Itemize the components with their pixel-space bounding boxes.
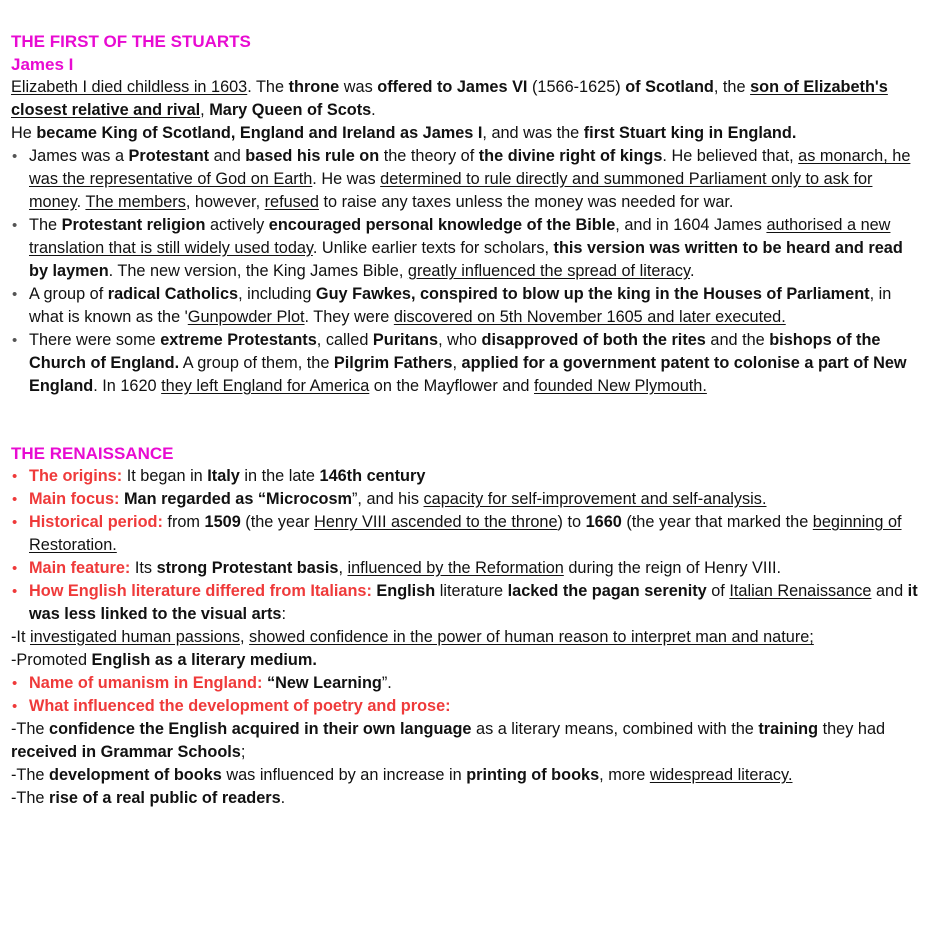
text-span: (the year <box>240 513 315 531</box>
text-span: -The <box>11 789 50 807</box>
text-span: 1509 <box>204 513 241 531</box>
text-span: was <box>339 78 378 96</box>
text-span: . The <box>247 78 289 96</box>
text-span: Its <box>130 559 157 577</box>
text-span: “New Learning <box>266 674 382 692</box>
list-item <box>11 214 918 283</box>
bullet-label: Main feature: <box>29 559 131 577</box>
text-span: English <box>376 582 436 600</box>
text-span: discovered on 5th November 1605 and later executed. <box>393 308 786 326</box>
text-span: The <box>29 216 62 234</box>
text-span: during the reign of Henry VIII. <box>563 559 782 577</box>
text-span: training <box>758 720 819 738</box>
text-span: to raise any taxes unless the money was needed for war. <box>318 193 734 211</box>
dash-line <box>11 764 918 787</box>
text-span: greatly influenced the spread of literacy <box>407 262 690 280</box>
text-span: from <box>162 513 205 531</box>
text-span: There were some <box>29 331 161 349</box>
text-span: 146th century <box>319 467 426 485</box>
text-span: Protestant <box>128 147 210 165</box>
text-span: they had <box>818 720 886 738</box>
text-span: Henry VIII ascended to the throne <box>314 513 558 531</box>
text-span: Italian Renaissance <box>729 582 872 600</box>
text-span: , called <box>316 331 373 349</box>
list-item <box>11 580 918 626</box>
list-item <box>11 329 918 398</box>
text-span: , including <box>238 285 316 303</box>
stuarts-intro-paragraph <box>11 76 918 122</box>
text-span: in the late <box>239 467 320 485</box>
text-span: was influenced by an increase in <box>221 766 467 784</box>
text-span: actively <box>205 216 269 234</box>
text-span: of Scotland <box>625 78 714 96</box>
text-span: it was less linked to the visual arts <box>29 582 918 623</box>
text-span: A group of them, the <box>179 354 334 372</box>
text-span: as a literary means, combined with the <box>471 720 759 738</box>
text-span: . They were <box>304 308 394 326</box>
bullet-label: Name of umanism in England: <box>29 674 263 692</box>
text-span: became King of Scotland, England and Ireland as James I <box>36 124 483 142</box>
text-span: founded New Plymouth. <box>534 377 707 395</box>
text-span: . He believed that, <box>662 147 799 165</box>
text-span: authorised a new translation that is still widely used today <box>29 216 891 257</box>
text-span: capacity for self-improvement and self-analysis. <box>423 490 767 508</box>
text-span: influenced by the Reformation <box>347 559 564 577</box>
text-span: received in Grammar Schools <box>11 743 241 761</box>
text-span: , the <box>713 78 751 96</box>
text-span: and <box>209 147 246 165</box>
text-span: they left England for America <box>161 377 370 395</box>
text-span: based his rule on <box>245 147 380 165</box>
text-span: applied for a government patent to colonise a part of New England <box>29 354 907 395</box>
text-span: . He was <box>312 170 381 188</box>
stuarts-bullet-list <box>11 145 918 398</box>
text-span: literature <box>435 582 508 600</box>
text-span: Gunpowder Plot <box>187 308 305 326</box>
text-span: , who <box>438 331 482 349</box>
text-span: disapproved of both the rites <box>481 331 706 349</box>
list-item <box>11 511 918 557</box>
text-span: . Unlike earlier texts for scholars, <box>312 239 554 257</box>
text-span: ; <box>240 743 246 761</box>
text-span: 1660 <box>585 513 622 531</box>
text-span: encouraged personal knowledge of the Bible <box>268 216 616 234</box>
text-span: English as a literary medium. <box>91 651 317 669</box>
text-span: (1566-1625) <box>527 78 626 96</box>
text-span: . <box>689 262 695 280</box>
list-item <box>11 488 918 511</box>
list-item <box>11 283 918 329</box>
text-span: , <box>200 101 210 119</box>
text-span: offered to James VI <box>377 78 528 96</box>
text-span: printing of books <box>466 766 600 784</box>
text-span: . <box>371 101 376 119</box>
text-span: extreme Protestants <box>160 331 317 349</box>
dash-line <box>11 718 918 764</box>
bullet-label: How English literature differed from Italians: <box>29 582 372 600</box>
list-item <box>11 145 918 214</box>
text-span: James was a <box>29 147 129 165</box>
text-span: and <box>871 582 908 600</box>
section-title-renaissance: THE RENAISSANCE <box>11 444 174 463</box>
text-span: : <box>281 605 286 623</box>
text-span: The members <box>85 193 186 211</box>
text-span: throne <box>288 78 340 96</box>
text-span: this version was written to be heard and read by laymen <box>29 239 903 280</box>
text-span: widespread literacy. <box>649 766 793 784</box>
text-span: confidence the English acquired in their own language <box>49 720 472 738</box>
text-span: (the year that marked the <box>621 513 813 531</box>
list-item <box>11 695 918 718</box>
text-span: , however, <box>185 193 265 211</box>
text-span: , and was the <box>482 124 584 142</box>
text-span: , <box>452 354 462 372</box>
text-span: Elizabeth I died childless in 1603 <box>11 78 248 96</box>
text-span: Guy Fawkes, conspired to blow up the king in the Houses of Parliament <box>315 285 870 303</box>
dash-line <box>11 626 918 649</box>
text-span: showed confidence in the power of human reason to interpret man and nature; <box>249 628 814 646</box>
text-span: investigated human passions <box>30 628 240 646</box>
text-span: -The <box>11 720 50 738</box>
bullet-label: Historical period: <box>29 513 163 531</box>
text-span: development of books <box>49 766 222 784</box>
text-span: as monarch, he was the representative of God on Earth <box>29 147 911 188</box>
text-span: -It <box>11 628 30 646</box>
list-item <box>11 465 918 488</box>
section-subtitle-james-i: James I <box>11 55 74 74</box>
text-span: Mary Queen of Scots <box>209 101 372 119</box>
text-span: . In 1620 <box>93 377 162 395</box>
text-span: the divine right of kings <box>478 147 663 165</box>
text-span: , <box>239 628 250 646</box>
text-span: , and in 1604 James <box>615 216 767 234</box>
text-span: strong Protestant basis <box>156 559 339 577</box>
text-span: of <box>706 582 730 600</box>
text-span: Italy <box>207 467 240 485</box>
text-span: determined to rule directly and summoned Parliament only to ask for money <box>29 170 873 211</box>
text-span: , more <box>599 766 650 784</box>
list-item <box>11 557 918 580</box>
text-span: on the Mayflower and <box>369 377 534 395</box>
section-title-stuarts: THE FIRST OF THE STUARTS <box>11 32 251 51</box>
text-span: refused <box>264 193 319 211</box>
text-span: , in what is known as the ' <box>29 285 892 326</box>
text-span: and the <box>705 331 770 349</box>
text-span: Pilgrim Fathers <box>333 354 453 372</box>
text-span: Protestant religion <box>61 216 206 234</box>
text-span: beginning of Restoration. <box>29 513 902 554</box>
list-item <box>11 672 918 695</box>
bullet-label: Main focus: <box>29 490 120 508</box>
text-span: , <box>338 559 348 577</box>
text-span: -The <box>11 766 50 784</box>
dash-line <box>11 787 918 810</box>
text-span: . <box>280 789 286 807</box>
text-span: ”, and his <box>352 490 424 508</box>
text-span: Puritans <box>372 331 439 349</box>
text-span: first Stuart king in England. <box>583 124 797 142</box>
text-span: It began in <box>122 467 208 485</box>
text-span: ) to <box>557 513 586 531</box>
renaissance-bullet-list <box>11 465 918 626</box>
text-span: son of Elizabeth's closest relative and rival <box>11 78 888 119</box>
text-span: ”. <box>381 674 392 692</box>
stuarts-line-2 <box>11 122 918 145</box>
text-span: -Promoted <box>11 651 92 669</box>
bullet-label: The origins: <box>29 467 123 485</box>
text-span: bishops of the Church of England. <box>29 331 881 372</box>
section-spacer <box>11 398 918 442</box>
text-span: . <box>76 193 86 211</box>
text-span: Man regarded as “Microcosm <box>124 490 353 508</box>
text-span: radical Catholics <box>107 285 239 303</box>
text-span: rise of a real public of readers <box>49 789 281 807</box>
text-span: the theory of <box>379 147 479 165</box>
text-span: . The new version, the King James Bible, <box>108 262 408 280</box>
dash-line <box>11 649 918 672</box>
text-span: A group of <box>29 285 108 303</box>
renaissance-bullet-list-2 <box>11 672 918 718</box>
text-span: lacked the pagan serenity <box>507 582 707 600</box>
bullet-label: What influenced the development of poetry and prose: <box>29 697 451 715</box>
text-span: He <box>11 124 37 142</box>
